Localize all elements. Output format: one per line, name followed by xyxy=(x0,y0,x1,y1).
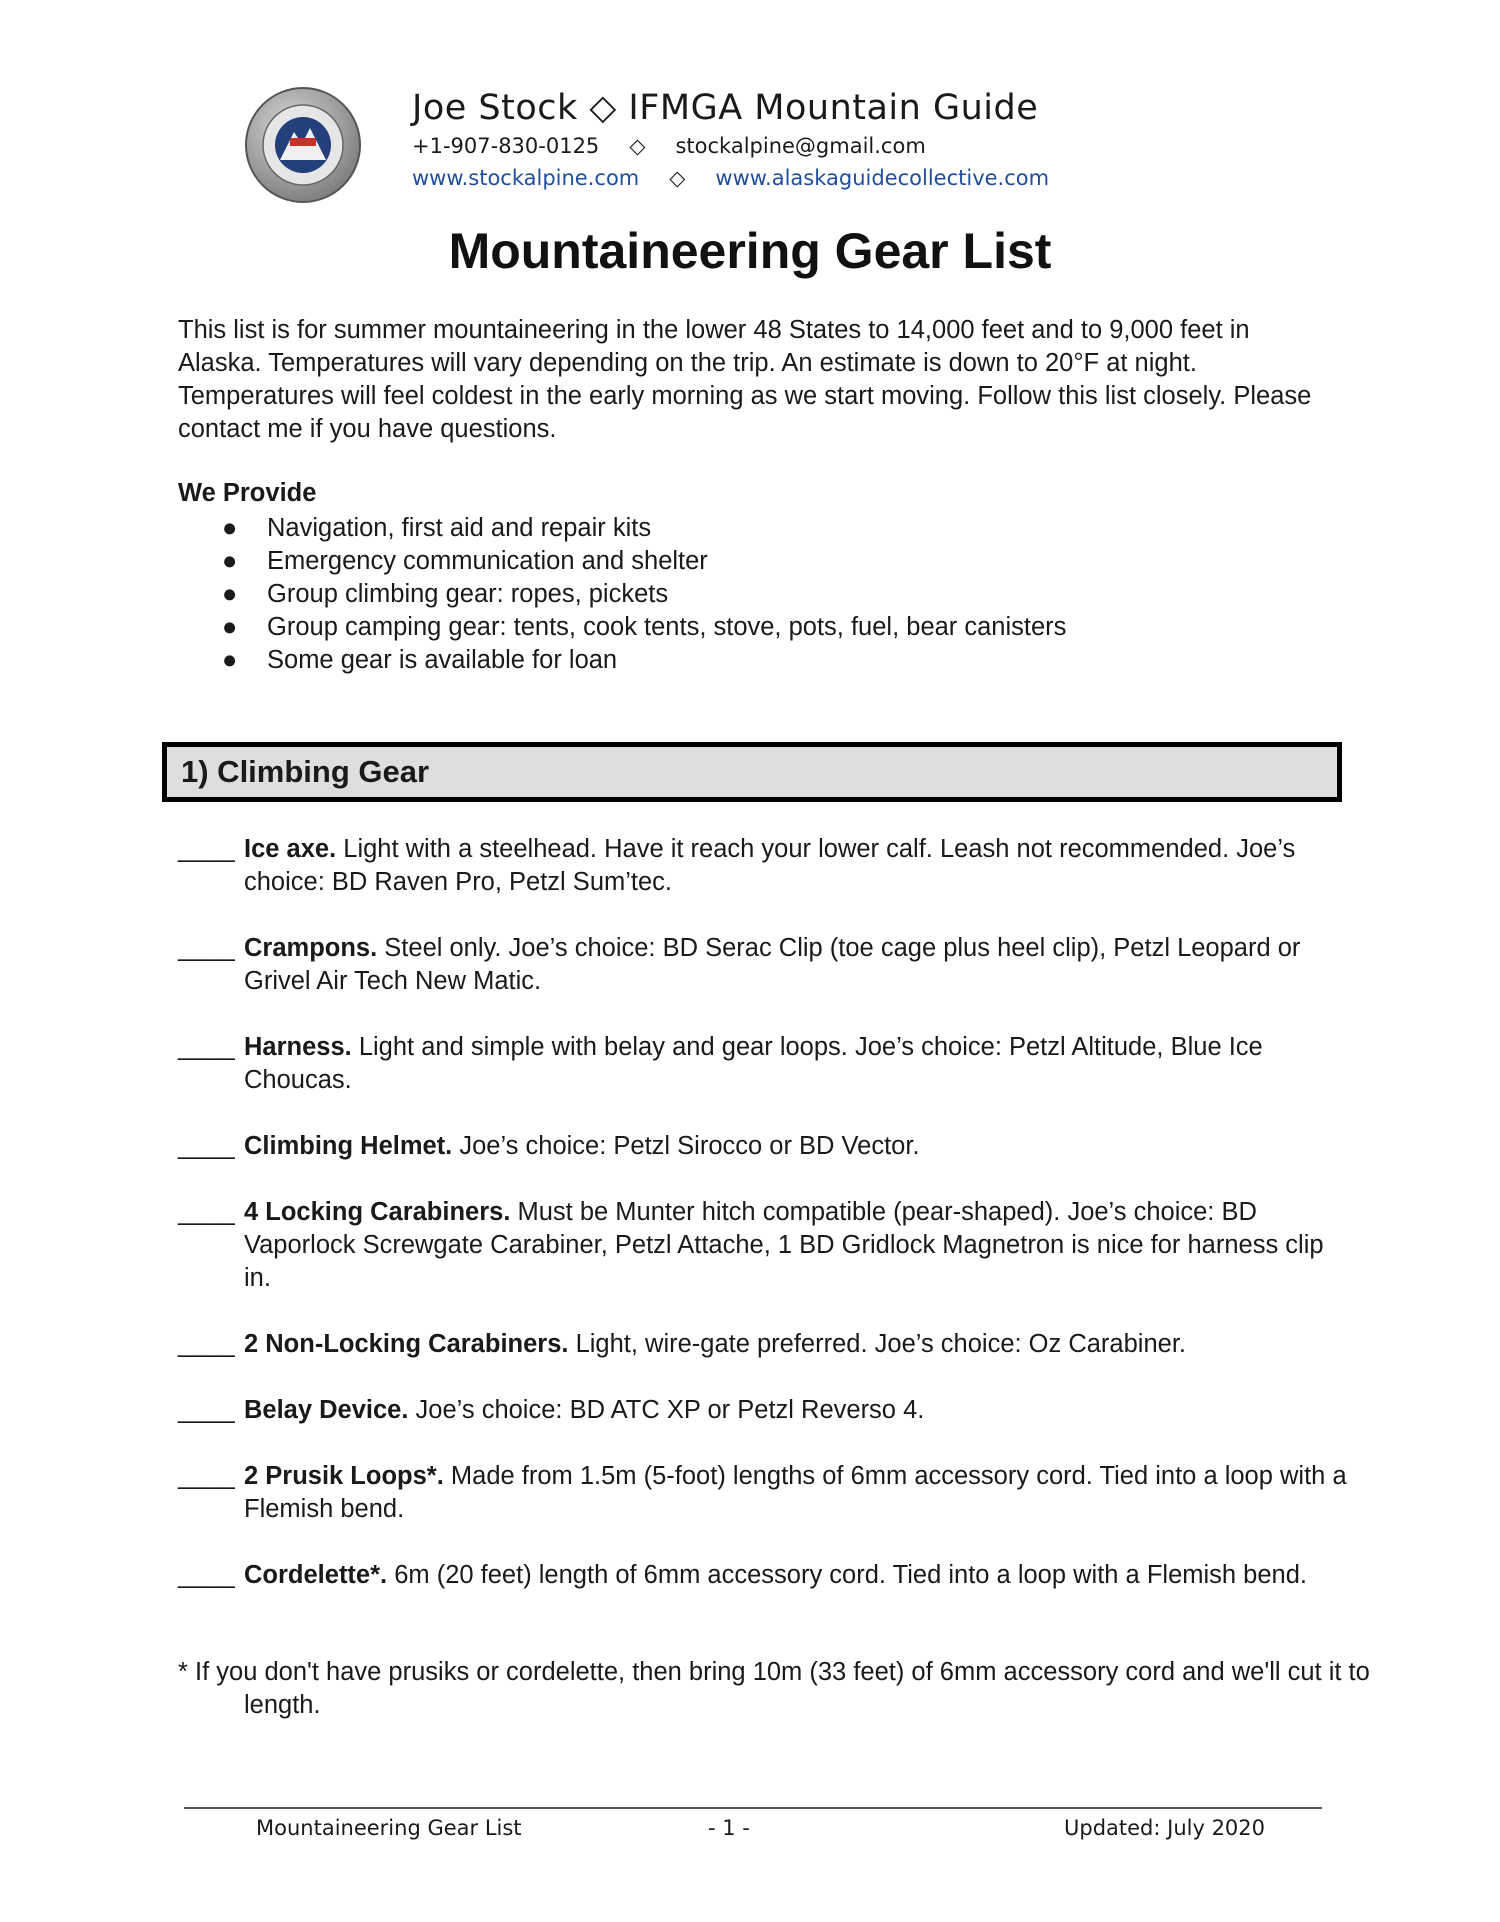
gear-item xyxy=(178,1559,1348,1592)
gear-item xyxy=(178,1196,1348,1295)
gear-item-label: Cordelette*. xyxy=(244,1561,388,1589)
diamond-separator: ◇ xyxy=(629,134,646,158)
gear-item xyxy=(178,932,1348,998)
footer-page-number: - 1 - xyxy=(708,1816,750,1840)
phone-number: +1-907-830-0125 xyxy=(412,134,600,158)
gear-item-label: Harness. xyxy=(244,1033,352,1061)
gear-item-text: 6m (20 feet) length of 6mm accessory cord. Tied into a loop with a Flemish bend. xyxy=(387,1561,1307,1589)
we-provide-list xyxy=(178,512,1066,677)
gear-item-text: Joe’s choice: BD ATC XP or Petzl Reverso 4. xyxy=(408,1396,925,1424)
checkbox-blank[interactable]: ____ xyxy=(178,1198,235,1226)
gear-item xyxy=(178,1394,1348,1427)
page-title: Mountaineering Gear List xyxy=(448,223,1052,279)
gear-item-label: Crampons. xyxy=(244,934,378,962)
guide-name: Joe Stock ◇ IFMGA Mountain Guide xyxy=(412,88,1039,128)
gear-item xyxy=(178,833,1348,899)
checkbox-blank[interactable]: ____ xyxy=(178,934,235,962)
checkbox-blank[interactable]: ____ xyxy=(178,1330,235,1358)
list-item: ● Navigation, first aid and repair kits xyxy=(178,512,1066,545)
section-header-climbing-gear xyxy=(162,742,1342,802)
gear-checklist xyxy=(178,833,1348,1625)
website-link-stockalpine[interactable]: www.stockalpine.com xyxy=(412,166,640,190)
bullet-icon: ● xyxy=(222,514,238,542)
bullet-icon: ● xyxy=(222,547,238,575)
diamond-separator: ◇ xyxy=(669,166,686,190)
checkbox-blank[interactable]: ____ xyxy=(178,1396,235,1424)
intro-paragraph: This list is for summer mountaineering in the lower 48 States to 14,000 feet and to 9,000 feet in Alaska. Temperatures will vary depending on the trip. An estimate is down to 20°F at night. Temperatures will feel coldest in the early morning as we start moving. Follow this list closely. Please contact me if you have questions. xyxy=(178,316,1312,443)
checkbox-blank[interactable]: ____ xyxy=(178,1033,235,1061)
gear-item-text: Steel only. Joe’s choice: BD Serac Clip (toe cage plus heel clip), Petzl Leopard or Grivel Air Tech New Matic. xyxy=(244,934,1301,995)
footer-updated-date: Updated: July 2020 xyxy=(1064,1816,1266,1840)
checkbox-blank[interactable]: ____ xyxy=(178,1132,235,1160)
gear-item-text: Light and simple with belay and gear loops. Joe’s choice: Petzl Altitude, Blue Ice Choucas. xyxy=(244,1033,1263,1094)
gear-item xyxy=(178,1130,1348,1163)
bullet-icon: ● xyxy=(222,613,238,641)
gear-item-text: Light, wire-gate preferred. Joe’s choice: Oz Carabiner. xyxy=(568,1330,1186,1358)
footer-document-title: Mountaineering Gear List xyxy=(256,1816,522,1840)
gear-item-label: 2 Non-Locking Carabiners. xyxy=(244,1330,569,1358)
list-item: ● Group camping gear: tents, cook tents, stove, pots, fuel, bear canisters xyxy=(178,611,1066,644)
footer-divider xyxy=(184,1807,1322,1809)
gear-item-label: Belay Device. xyxy=(244,1396,409,1424)
list-item: ● Some gear is available for loan xyxy=(178,644,1066,677)
email-address: stockalpine@gmail.com xyxy=(675,134,926,158)
footnote: * If you don't have prusiks or cordelette, then bring 10m (33 feet) of 6mm accessory cord and we'll cut it to length. xyxy=(178,1658,1370,1719)
gear-item-text: Joe’s choice: Petzl Sirocco or BD Vector. xyxy=(452,1132,920,1160)
section-title: 1) Climbing Gear xyxy=(181,754,430,789)
checkbox-blank[interactable]: ____ xyxy=(178,835,235,863)
list-item: ● Group climbing gear: ropes, pickets xyxy=(178,578,1066,611)
gear-item xyxy=(178,1328,1348,1361)
gear-item-text: Must be Munter hitch compatible (pear-shaped). Joe’s choice: BD Vaporlock Screwgate Carabiner, Petzl Attache, 1 BD Gridlock Magnetron is nice for harness clip in. xyxy=(244,1198,1324,1292)
gear-item-label: 2 Prusik Loops*. xyxy=(244,1462,444,1490)
we-provide-heading: We Provide xyxy=(178,479,317,507)
gear-item-text: Light with a steelhead. Have it reach your lower calf. Leash not recommended. Joe’s choice: BD Raven Pro, Petzl Sum’tec. xyxy=(244,835,1296,896)
bullet-icon: ● xyxy=(222,646,238,674)
gear-item-label: 4 Locking Carabiners. xyxy=(244,1198,511,1226)
gear-item-text: Made from 1.5m (5-foot) lengths of 6mm accessory cord. Tied into a loop with a Flemish bend. xyxy=(244,1462,1347,1523)
checkbox-blank[interactable]: ____ xyxy=(178,1561,235,1589)
gear-item xyxy=(178,1031,1348,1097)
checkbox-blank[interactable]: ____ xyxy=(178,1462,235,1490)
bullet-icon: ● xyxy=(222,580,238,608)
ifmga-seal-logo xyxy=(244,86,362,204)
gear-item-label: Ice axe. xyxy=(244,835,337,863)
website-link-alaskaguidecollective[interactable]: www.alaskaguidecollective.com xyxy=(715,166,1050,190)
gear-item xyxy=(178,1460,1348,1526)
list-item: ● Emergency communication and shelter xyxy=(178,545,1066,578)
gear-item-label: Climbing Helmet. xyxy=(244,1132,453,1160)
